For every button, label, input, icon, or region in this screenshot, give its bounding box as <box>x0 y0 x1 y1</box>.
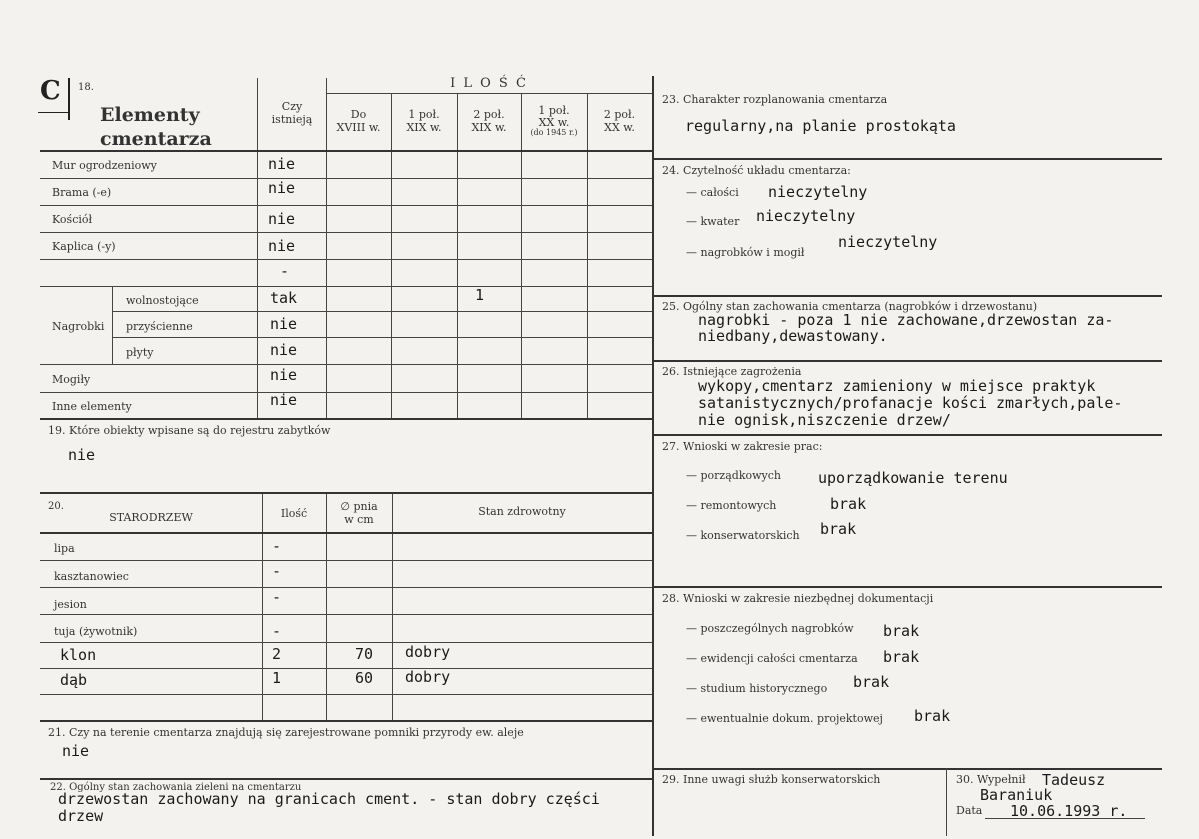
s24-nagrobkow-value: nieczytelny <box>838 233 938 251</box>
s18-col-0-l2: XVIII w. <box>336 121 381 134</box>
s18-col-2-l2: XIX w. <box>471 121 507 134</box>
tree-row-2-ilosc: - <box>272 588 282 606</box>
row-kosciol-value: nie <box>268 210 296 228</box>
s27-porz-value: uporządkowanie terenu <box>818 469 1008 487</box>
s19-value: nie <box>68 446 96 464</box>
s18-title-line2: cmentarza <box>100 128 212 150</box>
s30-data-label: Data <box>956 804 983 817</box>
tree-row-5-name: dąb <box>60 671 88 689</box>
s26-line3: nie ognisk,niszczenie drzew/ <box>698 411 951 429</box>
s18-row-line <box>40 232 652 233</box>
s30-label: 30. Wypełnił <box>956 773 1026 786</box>
s18-col-line <box>257 78 258 420</box>
s20-row-line <box>40 614 652 615</box>
s28-ewid-value: brak <box>883 648 920 666</box>
s20-col-line <box>392 494 393 720</box>
s18-col-0-l1: Do <box>350 108 367 121</box>
s18-row-line <box>40 205 652 206</box>
s18-czy-l2: istnieją <box>271 113 313 126</box>
s18-row-line <box>112 337 652 338</box>
tree-row-5-ilosc: 1 <box>272 669 282 687</box>
s24-kwater-label: — kwater <box>686 215 740 228</box>
s18-row-line <box>112 311 652 312</box>
s25-line1: nagrobki - poza 1 nie zachowane,drzewostan za- <box>698 311 1114 329</box>
s21-value: nie <box>62 742 90 760</box>
row-nagrobki-label: Nagrobki <box>52 320 105 333</box>
tree-row-4-ilosc: 2 <box>272 645 282 663</box>
s18-row-line <box>40 259 652 260</box>
s18-col-3-l1: 1 poł. <box>538 104 570 117</box>
section-letter: C <box>40 76 61 106</box>
s28-label: 28. Wnioski w zakresie niezbędnej dokumentacji <box>662 592 934 605</box>
row-brama-value: nie <box>268 179 296 197</box>
row-mogily-label: Mogiły <box>52 373 91 386</box>
tree-row-0-name: lipa <box>54 542 75 555</box>
row-inne-value: nie <box>270 391 298 409</box>
section-letter-underline <box>38 112 70 113</box>
s28-ewent-label: — ewentualnie dokum. projektowej <box>686 712 883 725</box>
s20-row-line <box>40 642 652 643</box>
tree-row-1-name: kasztanowiec <box>54 570 129 583</box>
s25-bottom-line <box>652 360 1162 362</box>
s26-bottom-line <box>652 434 1162 436</box>
s26-label: 26. Istniejące zagrożenia <box>662 365 802 378</box>
s27-rem-label: — remontowych <box>686 499 777 512</box>
s18-czy-l1: Czy <box>281 100 303 113</box>
tree-row-3-name: tuja (żywotnik) <box>54 625 138 638</box>
s18-row-line <box>40 392 652 393</box>
row-kosciol-label: Kościół <box>52 213 93 226</box>
tree-row-0-ilosc: - <box>272 537 282 555</box>
tree-row-4-name: klon <box>60 646 97 664</box>
row-mogily-value: nie <box>270 366 298 384</box>
s20-row-line <box>40 587 652 588</box>
s24-bottom-line <box>652 295 1162 297</box>
s27-rem-value: brak <box>830 495 867 513</box>
s23-label: 23. Charakter rozplanowania cmentarza <box>662 93 888 106</box>
s24-kwater-value: nieczytelny <box>756 207 856 225</box>
s27-kons-label: — konserwatorskich <box>686 529 800 542</box>
row-plyty-label: płyty <box>126 346 154 359</box>
s20-col-line <box>262 494 263 720</box>
s18-row-line <box>40 364 652 365</box>
tree-row-5-stan: dobry <box>405 668 451 686</box>
s20-row-line <box>40 694 652 695</box>
s22-line1: drzewostan zachowany na granicach cment. - stan dobry części <box>58 790 600 808</box>
tree-row-2-name: jesion <box>54 598 87 611</box>
row-kaplica-label: Kaplica (-y) <box>52 240 116 253</box>
s22-label: 22. Ogólny stan zachowania zieleni na cmentarzu <box>50 782 302 793</box>
s30-date: 10.06.1993 r. <box>1010 802 1128 820</box>
s18-col-line <box>521 93 522 420</box>
s18-col-4-l1: 2 poł. <box>603 108 636 121</box>
row-wolnostojace-value: tak <box>270 289 298 307</box>
s24-calosci-value: nieczytelny <box>768 183 868 201</box>
s24-calosci-label: — całości <box>686 186 739 199</box>
tree-row-4-pnia: 70 <box>355 645 374 663</box>
s25-line2: niedbany,dewastowany. <box>698 327 888 345</box>
row-kaplica-value: nie <box>268 237 296 255</box>
s18-title-line1: Elementy <box>100 104 200 126</box>
s20-col-pnia-l1: ∅ pnia <box>340 500 378 513</box>
s23-value: regularny,na planie prostokąta <box>685 117 956 135</box>
row-przyscienne-value: nie <box>270 315 298 333</box>
tree-row-3-ilosc: - <box>272 622 282 640</box>
row-wolnostojace-label: wolnostojące <box>126 294 199 307</box>
s29-s30-divider <box>946 768 947 836</box>
section-letter-bar <box>68 78 70 120</box>
s23-bottom-line <box>652 158 1162 160</box>
row-wolnostojace-count: 1 <box>475 286 485 304</box>
s28-bottom-line <box>652 768 1162 770</box>
s27-bottom-line <box>652 586 1162 588</box>
s28-poszcz-label: — poszczególnych nagrobków <box>686 622 854 635</box>
s18-row-line <box>40 178 652 179</box>
s20-col-pnia-l2: w cm <box>344 513 374 526</box>
s28-stud-label: — studium historycznego <box>686 682 828 695</box>
row-blank-value: - <box>280 262 290 280</box>
s18-num: 18. <box>78 82 94 93</box>
s18-bottom-line <box>40 418 652 420</box>
tree-row-4-stan: dobry <box>405 643 451 661</box>
row-mur-label: Mur ogrodzeniowy <box>52 159 157 172</box>
s18-row-line <box>40 286 652 287</box>
s20-num: 20. <box>48 501 64 512</box>
s18-col-1-l1: 1 poł. <box>408 108 440 121</box>
s20-bottom-line <box>40 720 652 722</box>
s22-line2: drzew <box>58 807 104 825</box>
s19-label: 19. Które obiekty wpisane są do rejestru zabytków <box>48 424 331 437</box>
s18-ilosc: I L O Ś Ć <box>450 76 528 91</box>
row-brama-label: Brama (-e) <box>52 186 112 199</box>
s18-col-1-l2: XIX w. <box>406 121 442 134</box>
s29-label: 29. Inne uwagi służb konserwatorskich <box>662 773 881 786</box>
s30-name2: Baraniuk <box>980 786 1053 804</box>
s18-col-4-l2: XX w. <box>604 121 635 134</box>
row-mur-value: nie <box>268 155 296 173</box>
s24-label: 24. Czytelność układu cmentarza: <box>662 164 851 177</box>
s20-col-line <box>326 494 327 720</box>
s21-bottom-line <box>40 778 652 780</box>
s25-label: 25. Ogólny stan zachowania cmentarza (nagrobków i drzewostanu) <box>662 300 1038 313</box>
s21-label: 21. Czy na terenie cmentarza znajdują się zarejestrowane pomniki przyrody ew. aleje <box>48 726 524 739</box>
s20-title: STARODRZEW <box>109 511 193 524</box>
s26-line2: satanistycznych/profanacje kości zmarłych,pale- <box>698 394 1123 412</box>
center-divider <box>652 76 654 836</box>
s24-nagrobkow-label: — nagrobków i mogił <box>686 246 805 259</box>
s30-name1: Tadeusz <box>1042 771 1106 789</box>
s18-col-line <box>391 93 392 420</box>
s26-line1: wykopy,cmentarz zamieniony w miejsce praktyk <box>698 377 1096 395</box>
s20-row-line <box>40 560 652 561</box>
s18-ilosc-line <box>326 93 652 94</box>
row-inne-label: Inne elementy <box>52 400 132 413</box>
s28-ewent-value: brak <box>914 707 951 725</box>
s18-col-3-l2: XX w. <box>538 116 570 129</box>
s28-poszcz-value: brak <box>883 622 920 640</box>
tree-row-1-ilosc: - <box>272 562 282 580</box>
s18-col-2-l1: 2 poł. <box>473 108 505 121</box>
s28-stud-value: brak <box>853 673 890 691</box>
s20-row-line <box>40 668 652 669</box>
tree-row-5-pnia: 60 <box>355 669 374 687</box>
s27-label: 27. Wnioski w zakresie prac: <box>662 440 823 453</box>
row-plyty-value: nie <box>270 341 298 359</box>
s19-bottom-line <box>40 492 652 494</box>
s18-header-line <box>40 150 652 152</box>
s27-porz-label: — porządkowych <box>686 469 781 482</box>
s27-kons-value: brak <box>820 520 857 538</box>
s28-ewid-label: — ewidencji całości cmentarza <box>686 652 858 665</box>
s18-nagrobki-divider <box>112 286 113 364</box>
s18-col-line <box>587 93 588 420</box>
s20-header-line <box>40 532 652 534</box>
s18-col-3-l3: (do 1945 r.) <box>530 128 578 137</box>
s20-col-ilosc: Ilość <box>280 507 308 520</box>
s20-col-stan: Stan zdrowotny <box>478 505 566 518</box>
row-przyscienne-label: przyścienne <box>126 320 193 333</box>
s18-col-line <box>457 93 458 420</box>
